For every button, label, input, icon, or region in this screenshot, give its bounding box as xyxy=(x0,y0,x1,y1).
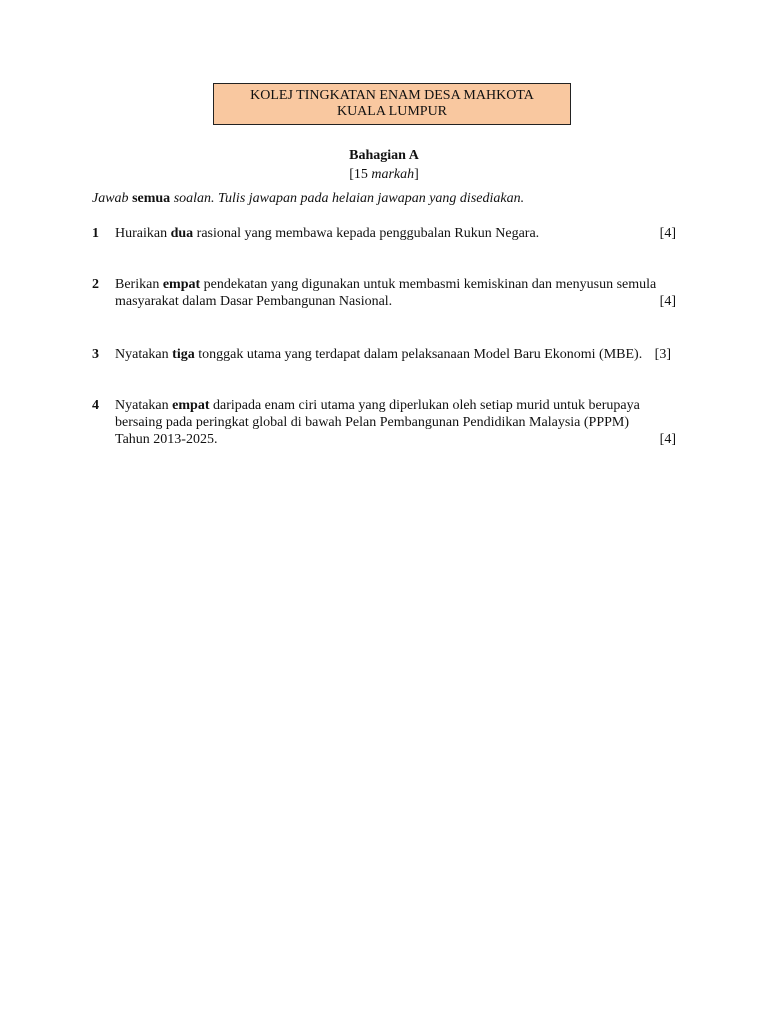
question-text-pre: Nyatakan xyxy=(115,347,173,362)
question-text xyxy=(115,276,675,310)
section-total-marks xyxy=(0,166,768,184)
question-3 xyxy=(92,346,676,364)
question-text-line2: masyarakat dalam Dasar Pembangunan Nasional. xyxy=(115,294,393,309)
question-text-post: tonggak utama yang terdapat dalam pelaksanaan Model Baru Ekonomi (MBE). xyxy=(194,347,643,362)
instruction-text xyxy=(92,190,692,208)
question-keyword: empat xyxy=(162,277,201,292)
question-text-line3: Tahun 2013-2025. xyxy=(115,432,218,447)
question-marks: [4] xyxy=(659,432,676,447)
instruction-part1: Jawab xyxy=(92,191,133,206)
school-header-box xyxy=(213,83,571,125)
question-text-line2: bersaing pada peringkat global di bawah Pelan Pembangunan Pendidikan Malaysia (PPPM) xyxy=(115,415,630,430)
question-text xyxy=(115,397,675,448)
question-4 xyxy=(92,397,676,451)
question-keyword: dua xyxy=(170,226,194,241)
question-text-post: rasional yang membawa kepada penggubalan Rukun Negara. xyxy=(193,226,540,241)
question-text-post: daripada enam ciri utama yang diperlukan oleh setiap murid untuk berupaya xyxy=(209,398,640,413)
question-2 xyxy=(92,276,676,312)
question-number: 3 xyxy=(92,347,99,362)
question-text-pre: Huraikan xyxy=(115,226,171,241)
question-text xyxy=(115,346,675,363)
question-keyword: tiga xyxy=(172,347,195,362)
school-location: KUALA LUMPUR xyxy=(336,104,448,119)
question-marks: [4] xyxy=(659,294,676,309)
question-text-post: pendekatan yang digunakan untuk membasmi kemiskinan dan menyusun semula xyxy=(200,277,657,292)
instruction-part2: soalan. Tulis jawapan pada helaian jawapan yang disediakan. xyxy=(170,191,525,206)
question-marks: [4] xyxy=(659,226,676,241)
section-title: Bahagian A xyxy=(349,148,419,163)
section-marks-word: markah xyxy=(371,167,415,182)
instruction-bold: semua xyxy=(132,191,171,206)
question-number: 1 xyxy=(92,226,99,241)
school-name: KOLEJ TINGKATAN ENAM DESA MAHKOTA xyxy=(250,88,534,103)
question-marks: [3] xyxy=(654,347,671,362)
question-number: 4 xyxy=(92,398,99,413)
question-number: 2 xyxy=(92,277,99,292)
question-text-pre: Berikan xyxy=(115,277,163,292)
question-keyword: empat xyxy=(172,398,210,413)
question-text-pre: Nyatakan xyxy=(115,398,173,413)
question-text xyxy=(115,225,675,242)
section-marks-close: ] xyxy=(414,167,419,182)
question-1 xyxy=(92,225,676,243)
section-marks-open: [15 xyxy=(349,167,372,182)
